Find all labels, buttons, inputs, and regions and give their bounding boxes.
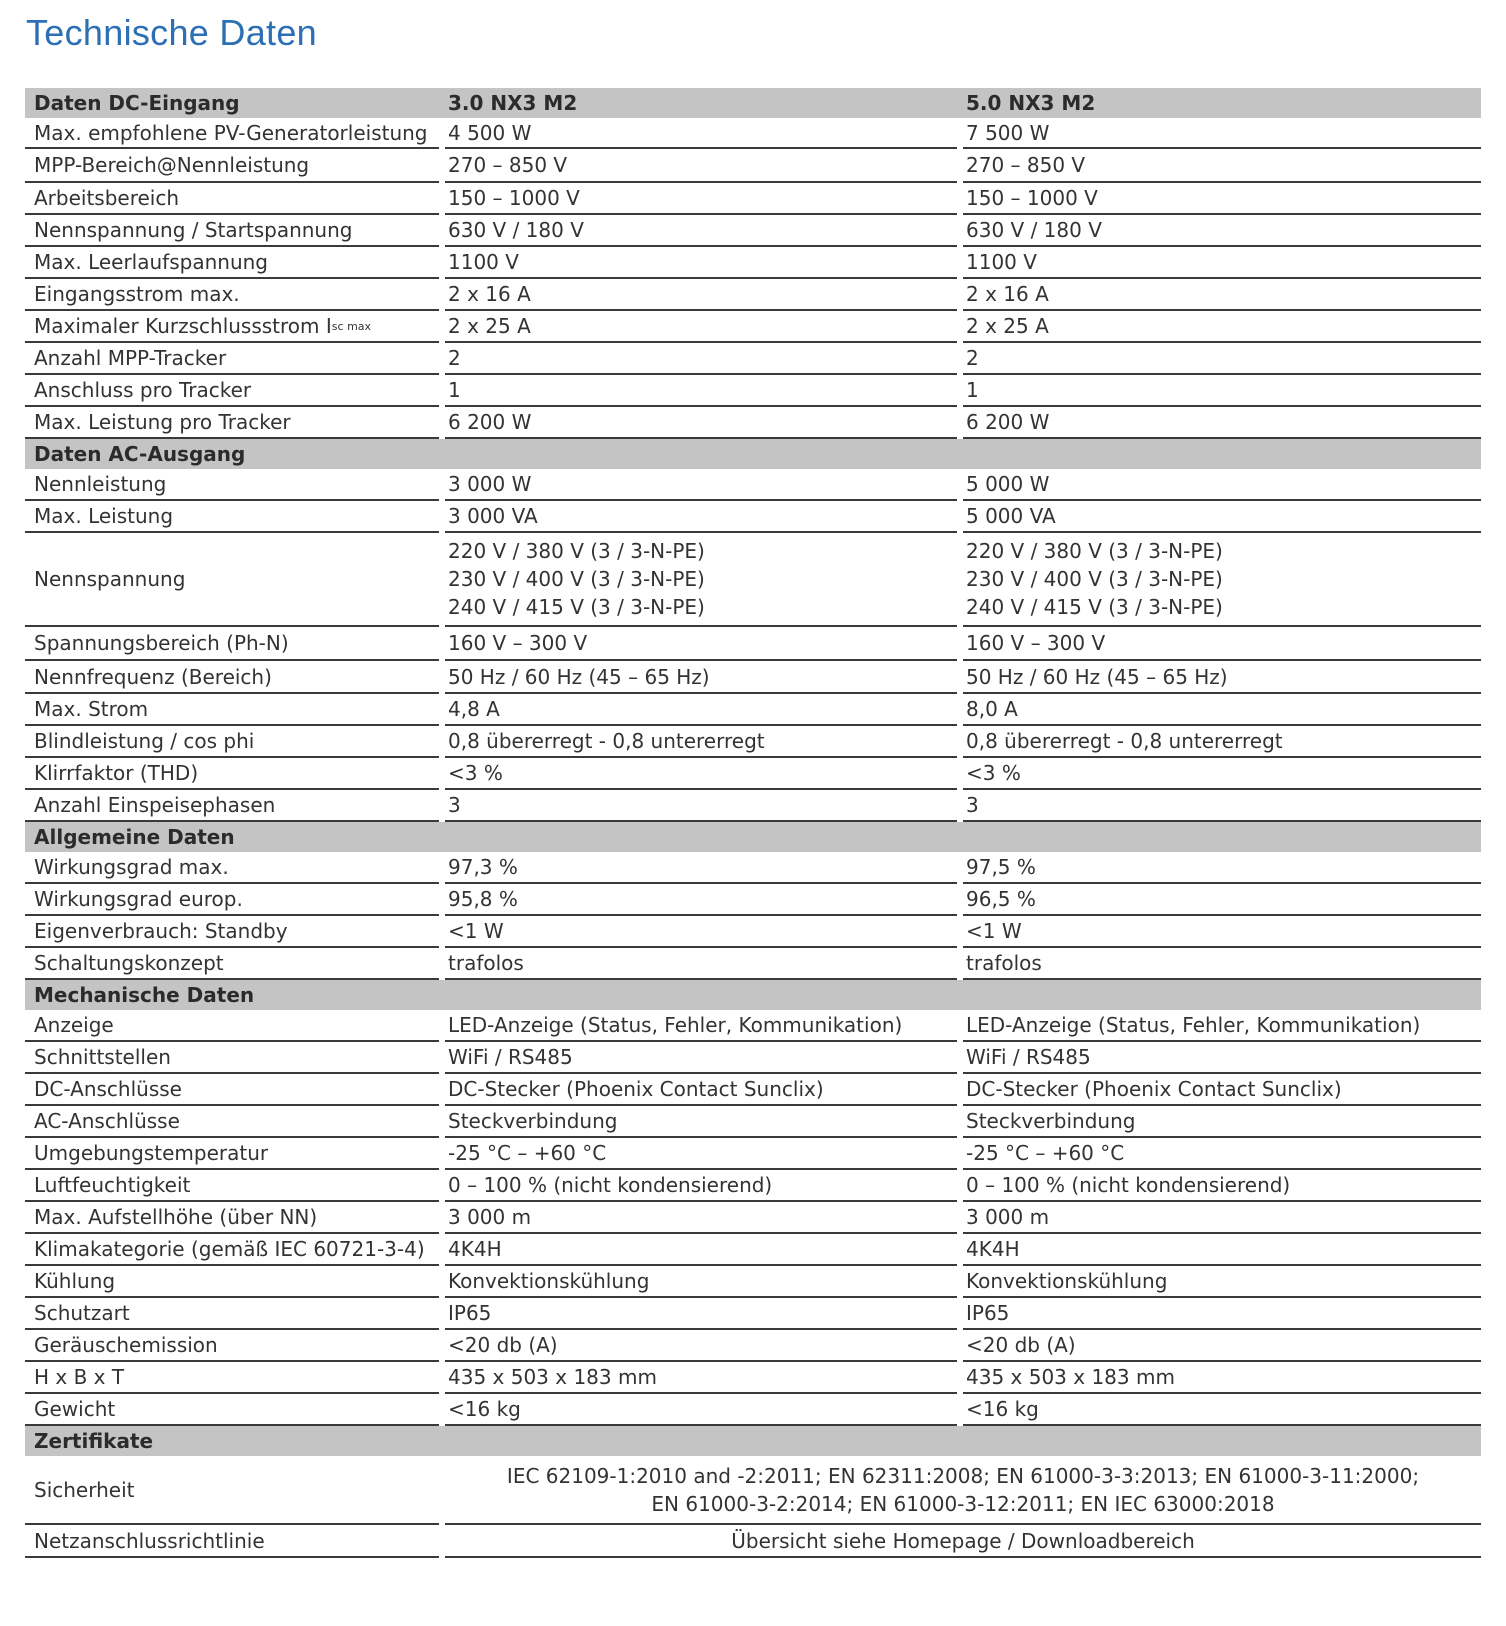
table-row xyxy=(25,726,1481,758)
table-row xyxy=(25,279,1481,311)
table-row xyxy=(25,1330,1481,1362)
row-label: Schnittstellen xyxy=(25,1042,439,1074)
row-value-2: Steckverbindung xyxy=(963,1106,1481,1138)
row-label: H x B x T xyxy=(25,1362,439,1394)
row-label: Blindleistung / cos phi xyxy=(25,726,439,758)
row-value-1: 95,8 % xyxy=(445,884,957,916)
row-value-1: 97,3 % xyxy=(445,852,957,884)
row-value-2: 160 V – 300 V xyxy=(963,627,1481,661)
row-value-1: <20 db (A) xyxy=(445,1330,957,1362)
row-value-1: 6 200 W xyxy=(445,407,957,439)
row-value-1: 2 x 25 A xyxy=(445,311,957,343)
table-row xyxy=(25,1362,1481,1394)
row-label: Nennleistung xyxy=(25,469,439,501)
row-value-1: 3 000 VA xyxy=(445,501,957,533)
row-value-2: 0,8 übererregt - 0,8 untererregt xyxy=(963,726,1481,758)
table-row xyxy=(25,1525,1481,1558)
table-row xyxy=(25,311,1481,343)
row-value-1 xyxy=(445,533,957,627)
row-label: Eigenverbrauch: Standby xyxy=(25,916,439,948)
row-value-2: 7 500 W xyxy=(963,118,1481,149)
row-label: Spannungsbereich (Ph-N) xyxy=(25,627,439,661)
row-label: Netzanschlussrichtlinie xyxy=(25,1525,439,1558)
row-value-2: <16 kg xyxy=(963,1394,1481,1426)
row-label: Geräuschemission xyxy=(25,1330,439,1362)
row-value-2: <3 % xyxy=(963,758,1481,790)
model-header-2: 5.0 NX3 M2 xyxy=(966,91,1096,115)
row-value-2: <20 db (A) xyxy=(963,1330,1481,1362)
row-label: Anzeige xyxy=(25,1010,439,1042)
row-value-1: 2 x 16 A xyxy=(445,279,957,311)
row-value-2: 2 x 25 A xyxy=(963,311,1481,343)
row-value-1: 630 V / 180 V xyxy=(445,215,957,247)
section-title: Zertifikate xyxy=(34,1429,154,1453)
value-line: 230 V / 400 V (3 / 3-N-PE) xyxy=(966,567,1223,591)
row-value-2: -25 °C – +60 °C xyxy=(963,1138,1481,1170)
row-value-1: <16 kg xyxy=(445,1394,957,1426)
section-header-general xyxy=(25,822,1481,852)
table-row xyxy=(25,1202,1481,1234)
row-value-2 xyxy=(963,533,1481,627)
row-label: Nennspannung / Startspannung xyxy=(25,215,439,247)
table-row xyxy=(25,501,1481,533)
row-value-2: LED-Anzeige (Status, Fehler, Kommunikation) xyxy=(963,1010,1481,1042)
row-value-2: 50 Hz / 60 Hz (45 – 65 Hz) xyxy=(963,661,1481,694)
row-value-2: 1 xyxy=(963,375,1481,407)
row-label: Luftfeuchtigkeit xyxy=(25,1170,439,1202)
row-value-2: 435 x 503 x 183 mm xyxy=(963,1362,1481,1394)
value-line: 220 V / 380 V (3 / 3-N-PE) xyxy=(448,539,705,563)
row-value-2: 6 200 W xyxy=(963,407,1481,439)
row-value-2: 3 xyxy=(963,790,1481,822)
row-value-2: 1100 V xyxy=(963,247,1481,279)
table-row xyxy=(25,916,1481,948)
table-row xyxy=(25,758,1481,790)
spec-table xyxy=(25,88,1481,1558)
row-value-2: DC-Stecker (Phoenix Contact Sunclix) xyxy=(963,1074,1481,1106)
row-value-1: 4 500 W xyxy=(445,118,957,149)
row-value-2: 4K4H xyxy=(963,1234,1481,1266)
row-value-2: 3 000 m xyxy=(963,1202,1481,1234)
row-value-1: 3 xyxy=(445,790,957,822)
value-line: EN 61000-3-2:2014; EN 61000-3-12:2011; EN IEC 63000:2018 xyxy=(651,1491,1275,1516)
table-row xyxy=(25,694,1481,726)
table-row xyxy=(25,1074,1481,1106)
row-label: Klimakategorie (gemäß IEC 60721-3-4) xyxy=(25,1234,439,1266)
row-label: Nennfrequenz (Bereich) xyxy=(25,661,439,694)
table-row xyxy=(25,627,1481,661)
page-title: Technische Daten xyxy=(26,12,317,53)
row-value-1: Steckverbindung xyxy=(445,1106,957,1138)
row-value-merged xyxy=(445,1456,1481,1525)
row-value-1: <1 W xyxy=(445,916,957,948)
row-label: Schutzart xyxy=(25,1298,439,1330)
row-value-1: 1 xyxy=(445,375,957,407)
table-row xyxy=(25,183,1481,215)
table-row xyxy=(25,948,1481,980)
row-value-1: 4K4H xyxy=(445,1234,957,1266)
row-value-2: 150 – 1000 V xyxy=(963,183,1481,215)
row-value-2: trafolos xyxy=(963,948,1481,980)
row-value-2: 270 – 850 V xyxy=(963,149,1481,183)
table-row xyxy=(25,1010,1481,1042)
row-value-1: 3 000 m xyxy=(445,1202,957,1234)
row-label: Nennspannung xyxy=(25,533,439,627)
row-label: DC-Anschlüsse xyxy=(25,1074,439,1106)
table-row xyxy=(25,375,1481,407)
row-value-1: trafolos xyxy=(445,948,957,980)
value-line: 240 V / 415 V (3 / 3-N-PE) xyxy=(966,595,1223,619)
table-row xyxy=(25,215,1481,247)
row-value-1: 3 000 W xyxy=(445,469,957,501)
row-label: Max. empfohlene PV-Generatorleistung xyxy=(25,118,439,149)
section-title: Mechanische Daten xyxy=(34,983,255,1007)
row-value-2: 96,5 % xyxy=(963,884,1481,916)
row-label: MPP-Bereich@Nennleistung xyxy=(25,149,439,183)
row-value-2: 2 x 16 A xyxy=(963,279,1481,311)
row-value-1: IP65 xyxy=(445,1298,957,1330)
row-value-1: <3 % xyxy=(445,758,957,790)
section-title: Daten DC-Eingang xyxy=(34,91,240,115)
table-row xyxy=(25,1298,1481,1330)
table-row xyxy=(25,1456,1481,1525)
table-row xyxy=(25,1266,1481,1298)
row-value-2: IP65 xyxy=(963,1298,1481,1330)
row-label: Max. Leistung xyxy=(25,501,439,533)
table-row xyxy=(25,407,1481,439)
row-label: Maximaler Kurzschlussstrom I sc max xyxy=(25,311,439,343)
table-row xyxy=(25,149,1481,183)
table-row xyxy=(25,533,1481,627)
row-label: Klirrfaktor (THD) xyxy=(25,758,439,790)
section-title: Daten AC-Ausgang xyxy=(34,442,246,466)
value-line: IEC 62109-1:2010 and -2:2011; EN 62311:2008; EN 61000-3-3:2013; EN 61000-3-11:2000; xyxy=(506,1463,1420,1488)
row-value-1: LED-Anzeige (Status, Fehler, Kommunikation) xyxy=(445,1010,957,1042)
row-label: Max. Aufstellhöhe (über NN) xyxy=(25,1202,439,1234)
row-value-1: 0 – 100 % (nicht kondensierend) xyxy=(445,1170,957,1202)
row-value-1: 270 – 850 V xyxy=(445,149,957,183)
row-label: Eingangsstrom max. xyxy=(25,279,439,311)
row-value-2: 97,5 % xyxy=(963,852,1481,884)
row-label: Kühlung xyxy=(25,1266,439,1298)
row-value-1: Konvektionskühlung xyxy=(445,1266,957,1298)
row-value-1: 0,8 übererregt - 0,8 untererregt xyxy=(445,726,957,758)
row-value-1: 50 Hz / 60 Hz (45 – 65 Hz) xyxy=(445,661,957,694)
row-value-1: WiFi / RS485 xyxy=(445,1042,957,1074)
table-row xyxy=(25,1234,1481,1266)
table-row xyxy=(25,1042,1481,1074)
row-label: Gewicht xyxy=(25,1394,439,1426)
row-value-merged: Übersicht siehe Homepage / Downloadbereich xyxy=(445,1525,1481,1558)
model-header-1: 3.0 NX3 M2 xyxy=(448,91,578,115)
row-value-1: 4,8 A xyxy=(445,694,957,726)
value-line: 220 V / 380 V (3 / 3-N-PE) xyxy=(966,539,1223,563)
row-label: Anschluss pro Tracker xyxy=(25,375,439,407)
table-row xyxy=(25,1394,1481,1426)
value-line: 240 V / 415 V (3 / 3-N-PE) xyxy=(448,595,705,619)
table-row xyxy=(25,1170,1481,1202)
table-row xyxy=(25,790,1481,822)
row-value-2: WiFi / RS485 xyxy=(963,1042,1481,1074)
row-value-2: 8,0 A xyxy=(963,694,1481,726)
row-value-1: 150 – 1000 V xyxy=(445,183,957,215)
row-value-1: 2 xyxy=(445,343,957,375)
table-row xyxy=(25,1106,1481,1138)
row-label: Max. Leerlaufspannung xyxy=(25,247,439,279)
table-row xyxy=(25,343,1481,375)
row-label: Umgebungstemperatur xyxy=(25,1138,439,1170)
row-label: AC-Anschlüsse xyxy=(25,1106,439,1138)
table-row xyxy=(25,118,1481,149)
section-header-dc xyxy=(25,88,1481,118)
row-label: Anzahl MPP-Tracker xyxy=(25,343,439,375)
row-label: Wirkungsgrad europ. xyxy=(25,884,439,916)
row-value-1: 160 V – 300 V xyxy=(445,627,957,661)
row-label: Sicherheit xyxy=(25,1456,439,1525)
row-value-1: 435 x 503 x 183 mm xyxy=(445,1362,957,1394)
row-value-2: <1 W xyxy=(963,916,1481,948)
row-value-1: 1100 V xyxy=(445,247,957,279)
table-row xyxy=(25,884,1481,916)
row-label: Max. Strom xyxy=(25,694,439,726)
section-header-ac xyxy=(25,439,1481,469)
section-header-certificates xyxy=(25,1426,1481,1456)
row-value-2: 5 000 W xyxy=(963,469,1481,501)
row-value-2: Konvektionskühlung xyxy=(963,1266,1481,1298)
row-value-1: DC-Stecker (Phoenix Contact Sunclix) xyxy=(445,1074,957,1106)
table-row xyxy=(25,1138,1481,1170)
row-value-2: 5 000 VA xyxy=(963,501,1481,533)
section-header-mechanical xyxy=(25,980,1481,1010)
row-label: Anzahl Einspeisephasen xyxy=(25,790,439,822)
row-label: Wirkungsgrad max. xyxy=(25,852,439,884)
row-value-2: 630 V / 180 V xyxy=(963,215,1481,247)
table-row xyxy=(25,469,1481,501)
row-value-1: -25 °C – +60 °C xyxy=(445,1138,957,1170)
table-row xyxy=(25,661,1481,694)
row-label: Schaltungskonzept xyxy=(25,948,439,980)
row-value-2: 2 xyxy=(963,343,1481,375)
table-row xyxy=(25,852,1481,884)
row-label: Arbeitsbereich xyxy=(25,183,439,215)
row-label: Max. Leistung pro Tracker xyxy=(25,407,439,439)
table-row xyxy=(25,247,1481,279)
section-title: Allgemeine Daten xyxy=(34,825,235,849)
row-value-2: 0 – 100 % (nicht kondensierend) xyxy=(963,1170,1481,1202)
value-line: 230 V / 400 V (3 / 3-N-PE) xyxy=(448,567,705,591)
